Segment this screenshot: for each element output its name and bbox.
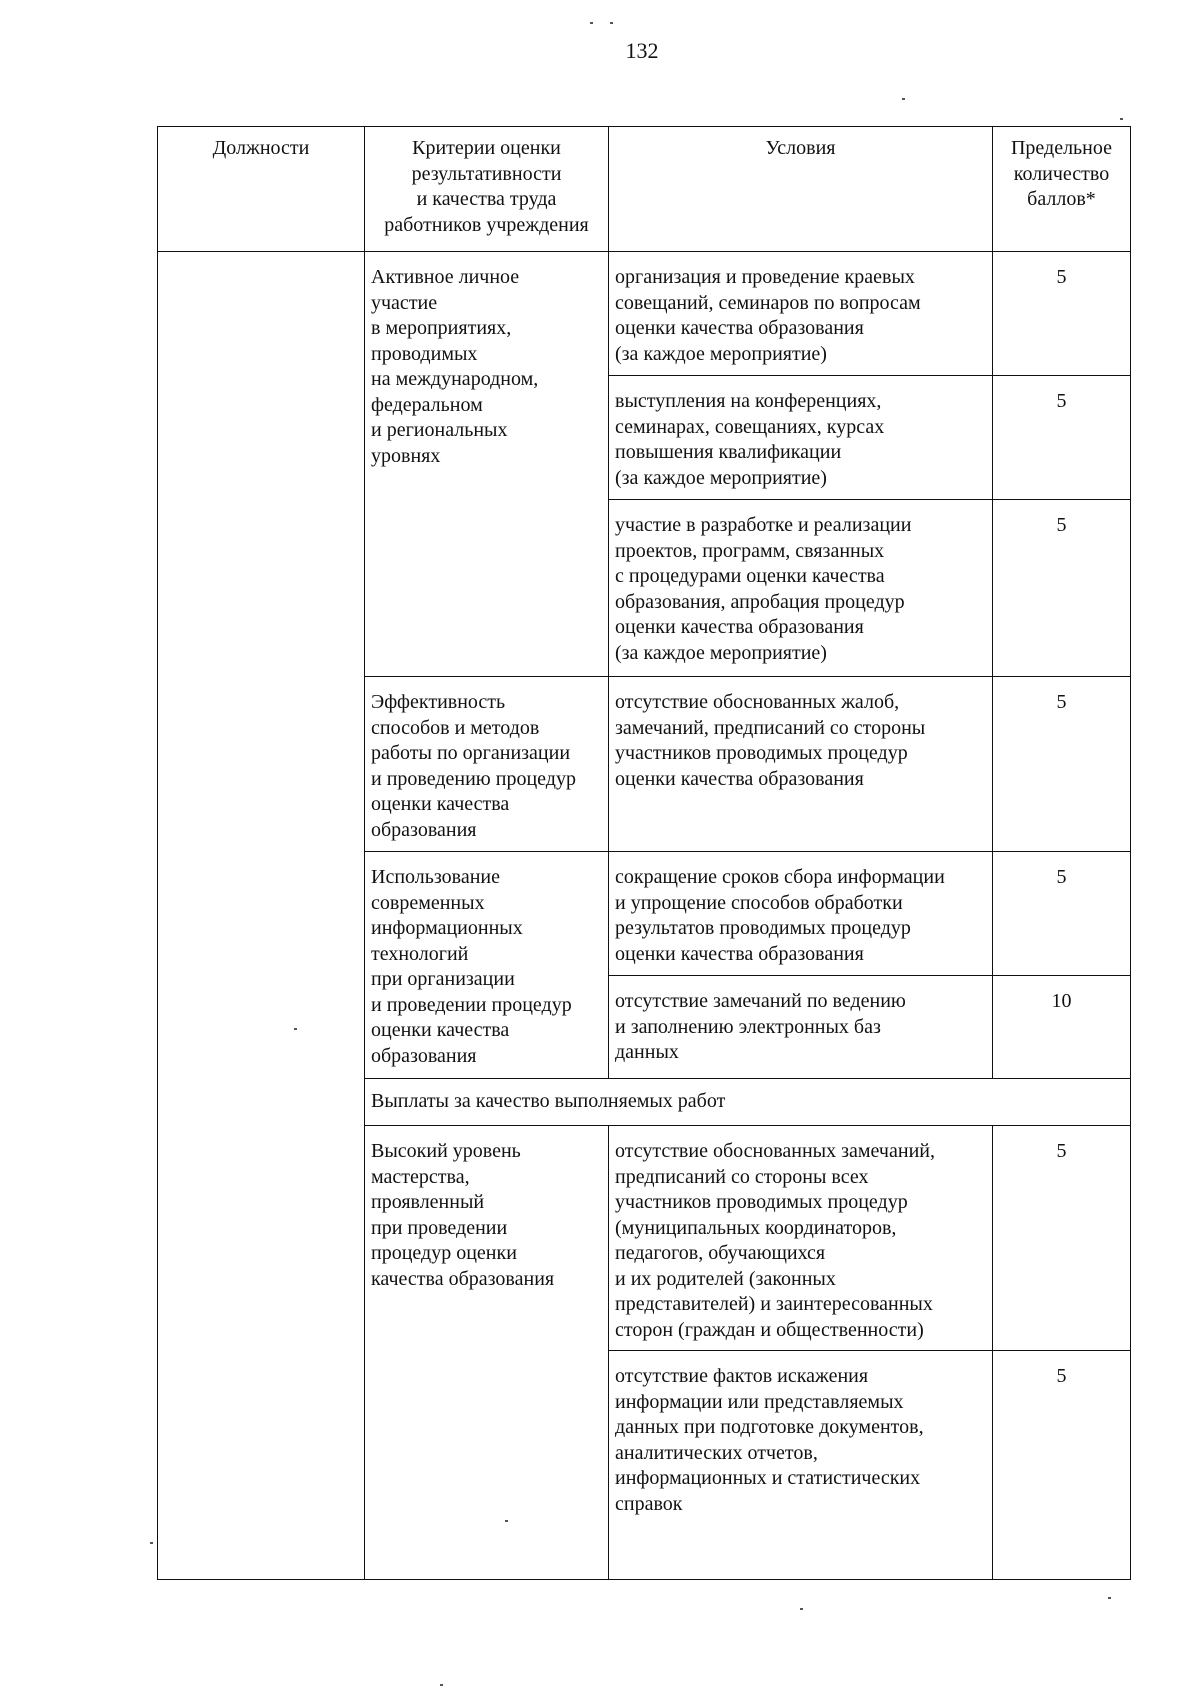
scan-speck [294,1028,297,1030]
condition-cell: сокращение сроков сбора информации и упрощение способов обработки результатов проводимых процедур оценки качества образования [609,852,993,976]
header-criteria: Критерии оценки результативности и качества труда работников учреждения [365,127,609,252]
scan-speck [902,98,905,100]
condition-cell: отсутствие обоснованных замечаний, предписаний со стороны всех участников проводимых процедур (муниципальных координаторов, педагогов, обучающихся и их родителей (законных представителей) и заинтересованных сторон (граждан и общественности) [609,1126,993,1351]
points-cell: 5 [993,252,1131,376]
header-position: Должности [158,127,365,252]
scan-speck [610,22,613,24]
scan-speck [590,22,593,24]
criteria-table [157,126,1131,1580]
condition-cell: выступления на конференциях, семинарах, совещаниях, курсах повышения квалификации (за каждое мероприятие) [609,376,993,500]
position-cell [158,252,365,1580]
scan-speck [440,1684,443,1686]
table-row [158,252,1131,376]
points-cell: 5 [993,852,1131,976]
scan-speck [150,1542,153,1544]
page-number: 132 [625,38,659,63]
points-cell: 10 [993,976,1131,1079]
scan-speck [1120,118,1123,120]
section-heading: Выплаты за качество выполняемых работ [365,1079,1131,1126]
criterion-cell: Использование современных информационных технологий при организации и проведении процедур оценки качества образования [365,852,609,1079]
condition-cell: отсутствие фактов искажения информации или представляемых данных при подготовке документов, аналитических отчетов, информационных и статистических справок [609,1351,993,1580]
table-header-row [158,127,1131,252]
points-cell: 5 [993,677,1131,852]
points-cell: 5 [993,1351,1131,1580]
points-cell: 5 [993,1126,1131,1351]
points-cell: 5 [993,376,1131,500]
scan-speck [1108,1597,1111,1599]
scan-speck [800,1608,803,1610]
header-max-points: Предельное количество баллов* [993,127,1131,252]
condition-cell: отсутствие обоснованных жалоб, замечаний, предписаний со стороны участников проводимых процедур оценки качества образования [609,677,993,852]
condition-cell: отсутствие замечаний по ведению и заполнению электронных баз данных [609,976,993,1079]
criterion-cell: Эффективность способов и методов работы по организации и проведению процедур оценки качества образования [365,677,609,852]
criterion-cell: Активное личное участие в мероприятиях, проводимых на международном, федеральном и региональных уровнях [365,252,609,677]
condition-cell: участие в разработке и реализации проектов, программ, связанных с процедурами оценки качества образования, апробация процедур оценки качества образования (за каждое мероприятие) [609,500,993,677]
condition-cell: организация и проведение краевых совещаний, семинаров по вопросам оценки качества образования (за каждое мероприятие) [609,252,993,376]
scan-speck [505,1520,508,1522]
criterion-cell: Высокий уровень мастерства, проявленный при проведении процедур оценки качества образования [365,1126,609,1580]
points-cell: 5 [993,500,1131,677]
header-conditions: Условия [609,127,993,252]
